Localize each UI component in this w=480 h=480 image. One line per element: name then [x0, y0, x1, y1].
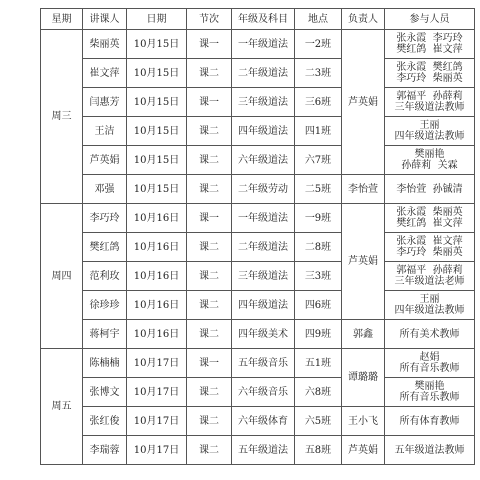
room-cell: 五8班	[295, 436, 342, 465]
subject-cell: 二年级道法	[232, 59, 295, 88]
teacher-cell: 范利玫	[83, 262, 127, 291]
subject-cell: 六年级音乐	[232, 378, 295, 407]
participant-line: 王丽	[419, 120, 440, 131]
participants-cell	[385, 291, 475, 320]
participants-cell	[385, 88, 475, 117]
period-cell: 课二	[187, 146, 232, 175]
room-cell: 六7班	[295, 146, 342, 175]
participants-cell	[385, 436, 475, 465]
date-cell: 10月15日	[127, 146, 187, 175]
participants-cell	[385, 30, 475, 59]
period-cell: 课一	[187, 349, 232, 378]
period-cell: 课一	[187, 204, 232, 233]
table-row	[41, 146, 475, 175]
date-cell: 10月17日	[127, 407, 187, 436]
participants-cell	[385, 146, 475, 175]
table-row	[41, 291, 475, 320]
period-cell: 课二	[187, 320, 232, 349]
participant-line: 所有体育教师	[399, 415, 460, 427]
header-period: 节次	[187, 9, 232, 30]
period-cell: 课一	[187, 30, 232, 59]
participant-line: 所有美术教师	[399, 328, 460, 340]
period-cell: 课二	[187, 378, 232, 407]
date-cell: 10月17日	[127, 349, 187, 378]
room-cell: 二5班	[295, 175, 342, 204]
participant-line: 樊丽艳	[414, 381, 445, 392]
period-cell: 课二	[187, 117, 232, 146]
room-cell: 四6班	[295, 291, 342, 320]
header-room: 地点	[295, 9, 342, 30]
participant-line: 樊红鸽 崔文萍	[396, 218, 463, 229]
participant-line: 所有音乐教师	[399, 392, 460, 403]
subject-cell: 四年级美术	[232, 320, 295, 349]
participant-line: 五年级道法教师	[394, 444, 465, 456]
table-row	[41, 117, 475, 146]
subject-cell: 三年级道法	[232, 88, 295, 117]
teacher-cell: 樊红鸽	[83, 233, 127, 262]
participant-line: 李巧玲 柴丽英	[396, 247, 463, 258]
leader-cell: 谭璐璐	[342, 349, 385, 407]
participant-line: 孙薛莉 关霖	[401, 160, 458, 171]
date-cell: 10月16日	[127, 262, 187, 291]
table-row	[41, 233, 475, 262]
participants-cell	[385, 233, 475, 262]
subject-cell: 一年级道法	[232, 204, 295, 233]
subject-cell: 三年级道法	[232, 262, 295, 291]
leader-cell: 芦英娟	[342, 436, 385, 465]
period-cell: 课二	[187, 262, 232, 291]
table-row	[41, 175, 475, 204]
subject-cell: 五年级道法	[232, 436, 295, 465]
participant-line: 郭福平 孙薛莉	[396, 265, 463, 276]
participants-cell	[385, 175, 475, 204]
table-row	[41, 88, 475, 117]
participant-line: 张永霞 樊红鸽	[396, 62, 463, 73]
date-cell: 10月17日	[127, 378, 187, 407]
date-cell: 10月15日	[127, 117, 187, 146]
room-cell: 三3班	[295, 262, 342, 291]
teacher-cell: 芦英娟	[83, 146, 127, 175]
header-row	[41, 9, 475, 30]
table-row	[41, 378, 475, 407]
teacher-cell: 柴丽英	[83, 30, 127, 59]
subject-cell: 六年级体育	[232, 407, 295, 436]
room-cell: 四1班	[295, 117, 342, 146]
schedule-body	[41, 30, 475, 465]
schedule-table	[40, 8, 475, 465]
participant-line: 张永霞 崔文萍	[396, 236, 463, 247]
table-row	[41, 59, 475, 88]
date-cell: 10月15日	[127, 175, 187, 204]
date-cell: 10月16日	[127, 320, 187, 349]
participants-cell	[385, 262, 475, 291]
weekday-cell: 周三	[41, 30, 83, 204]
participant-line: 张永霞 李巧玲	[396, 33, 463, 44]
period-cell: 课二	[187, 291, 232, 320]
period-cell: 课二	[187, 407, 232, 436]
subject-cell: 一年级道法	[232, 30, 295, 59]
participant-line: 郭福平 孙薛莉	[396, 91, 463, 102]
participant-line: 三年级道法老师	[394, 276, 465, 287]
subject-cell: 二年级劳动	[232, 175, 295, 204]
date-cell: 10月15日	[127, 88, 187, 117]
teacher-cell: 李巧玲	[83, 204, 127, 233]
participants-cell	[385, 320, 475, 349]
participant-line: 四年级道法教师	[394, 305, 465, 316]
period-cell: 课二	[187, 436, 232, 465]
period-cell: 课一	[187, 88, 232, 117]
room-cell: 六5班	[295, 407, 342, 436]
teacher-cell: 蒋柯宇	[83, 320, 127, 349]
date-cell: 10月16日	[127, 233, 187, 262]
table-row	[41, 320, 475, 349]
teacher-cell: 王洁	[83, 117, 127, 146]
participant-line: 所有音乐教师	[399, 363, 460, 374]
subject-cell: 二年级道法	[232, 233, 295, 262]
header-teacher: 讲课人	[83, 9, 127, 30]
room-cell: 三6班	[295, 88, 342, 117]
teacher-cell: 崔文萍	[83, 59, 127, 88]
header-weekday: 星期	[41, 9, 83, 30]
table-row	[41, 30, 475, 59]
room-cell: 五1班	[295, 349, 342, 378]
room-cell: 二3班	[295, 59, 342, 88]
participant-line: 四年级道法教师	[394, 131, 465, 142]
date-cell: 10月16日	[127, 204, 187, 233]
subject-cell: 四年级道法	[232, 117, 295, 146]
teacher-cell: 张红俊	[83, 407, 127, 436]
table-row	[41, 407, 475, 436]
table-row	[41, 262, 475, 291]
participant-line: 张永霞 柴丽英	[396, 207, 463, 218]
leader-cell: 芦英娟	[342, 204, 385, 320]
participant-line: 三年级道法教师	[394, 102, 465, 113]
room-cell: 一2班	[295, 30, 342, 59]
participant-line: 王丽	[419, 294, 440, 305]
period-cell: 课二	[187, 59, 232, 88]
teacher-cell: 邓强	[83, 175, 127, 204]
teacher-cell: 张博文	[83, 378, 127, 407]
participants-cell	[385, 378, 475, 407]
participant-line: 李怡萱 孙铖清	[396, 183, 463, 195]
date-cell: 10月15日	[127, 59, 187, 88]
table-row	[41, 436, 475, 465]
header-date: 日期	[127, 9, 187, 30]
room-cell: 四9班	[295, 320, 342, 349]
subject-cell: 六年级道法	[232, 146, 295, 175]
participants-cell	[385, 117, 475, 146]
period-cell: 课二	[187, 175, 232, 204]
date-cell: 10月16日	[127, 291, 187, 320]
header-leader: 负责人	[342, 9, 385, 30]
participants-cell	[385, 407, 475, 436]
weekday-cell: 周五	[41, 349, 83, 465]
leader-cell: 王小飞	[342, 407, 385, 436]
participants-cell	[385, 349, 475, 378]
teacher-cell: 闫惠芳	[83, 88, 127, 117]
header-participants: 参与人员	[385, 9, 475, 30]
subject-cell: 五年级音乐	[232, 349, 295, 378]
date-cell: 10月17日	[127, 436, 187, 465]
weekday-cell: 周四	[41, 204, 83, 349]
participant-line: 李巧玲 柴丽英	[396, 73, 463, 84]
participant-line: 赵娟	[419, 352, 440, 363]
participants-cell	[385, 204, 475, 233]
date-cell: 10月15日	[127, 30, 187, 59]
table-row	[41, 204, 475, 233]
leader-cell: 郭鑫	[342, 320, 385, 349]
leader-cell: 李怡萱	[342, 175, 385, 204]
subject-cell: 四年级道法	[232, 291, 295, 320]
participant-line: 樊红鸽 崔文萍	[396, 44, 463, 55]
period-cell: 课二	[187, 233, 232, 262]
participant-line: 樊丽艳	[414, 149, 445, 160]
room-cell: 二8班	[295, 233, 342, 262]
teacher-cell: 陈楠楠	[83, 349, 127, 378]
teacher-cell: 李瑞蓉	[83, 436, 127, 465]
table-row	[41, 349, 475, 378]
room-cell: 一9班	[295, 204, 342, 233]
header-subject: 年级及科目	[232, 9, 295, 30]
participants-cell	[385, 59, 475, 88]
teacher-cell: 徐珍珍	[83, 291, 127, 320]
room-cell: 六8班	[295, 378, 342, 407]
leader-cell: 芦英娟	[342, 30, 385, 175]
